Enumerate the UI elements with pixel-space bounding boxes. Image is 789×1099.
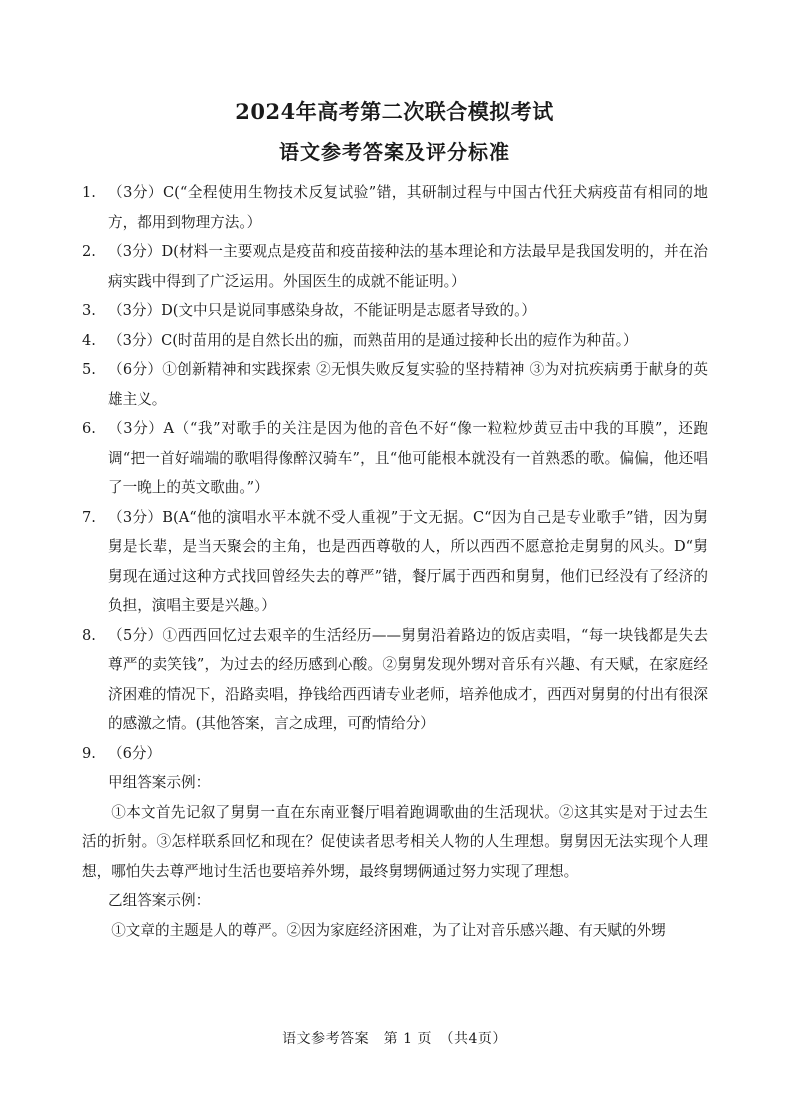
answer-item-7 [82, 503, 708, 621]
answer-list [82, 178, 708, 945]
item-text: （6分）①创新精神和实践探索 ②无惧失败反复实验的坚持精神 ③为对抗疾病勇于献身的英雄主义。 [108, 361, 708, 408]
item-number: 2. [82, 243, 96, 260]
answer-item-9 [82, 739, 708, 769]
item-number: 7. [82, 508, 96, 526]
item-number: 5. [82, 361, 96, 378]
answer-item-4 [82, 326, 708, 356]
answer-item-3 [82, 296, 708, 326]
item-text: （6分） [108, 744, 162, 762]
answer-item-8 [82, 621, 708, 739]
group-a-label: 甲组答案示例： [108, 774, 211, 791]
item-text: （3分）C(时苗用的是自然长出的痂，而熟苗用的是通过接种长出的痘作为种苗。） [108, 331, 638, 349]
item-text: （3分）C(“全程使用生物技术反复试验”错，其研制过程与中国古代狂犬病疫苗有相同的地方，都用到物理方法。） [108, 184, 708, 231]
answer-item-6 [82, 414, 708, 503]
page-footer: 语文参考答案 第 1 页 （共4页） [282, 1031, 507, 1047]
item-text: （3分）B(A“他的演唱水平本就不受人重视”于文无据。C“因为自己是专业歌手”错，因为舅舅是长辈，是当天聚会的主角，也是西西尊敬的人，所以西西不愿意抢走舅舅的风头。D“舅舅现在通过这种方式找回曾经失去的尊严”错，餐厅属于西西和舅舅，他们已经没有了经济的负担，演唱主要是兴趣。） [108, 508, 708, 614]
item-text: （3分）A（“我”对歌手的关注是因为他的音色不好“像一粒粒炒黄豆击中我的耳膜”，还跑调“把一首好端端的歌唱得像醉汉骑车”，且“他可能根本就没有一首熟悉的歌。偏偏，他还唱了一晚上的英文歌曲。”） [108, 420, 708, 496]
answer-item-1 [82, 178, 708, 237]
group-b-answer: ①文章的主题是人的尊严。②因为家庭经济困难，为了让对音乐感兴趣、有天赋的外甥 [111, 921, 666, 939]
item-number: 1. [82, 184, 96, 201]
exam-title: 2024年高考第二次联合模拟考试 [235, 99, 554, 124]
item-text: （5分）①西西回忆过去艰辛的生活经历——舅舅沿着路边的饭店卖唱，“每一块钱都是失去尊严的卖笑钱”，为过去的经历感到心酸。②舅舅发现外甥对音乐有兴趣、有天赋，在家庭经济困难的情况下，沿路卖唱，挣钱给西西请专业老师，培养他成才，西西对舅舅的付出有很深的感激之情。(其他答案，言之成理，可酌情给分） [108, 626, 708, 732]
item-number: 6. [82, 420, 96, 437]
item-number: 8. [82, 626, 96, 644]
item-text: （3分）D(文中只是说同事感染身故，不能证明是志愿者导致的。） [108, 302, 537, 319]
answer-item-5 [82, 355, 708, 414]
exam-subtitle: 语文参考答案及评分标准 [279, 140, 510, 164]
answer-item-2 [82, 237, 708, 296]
group-b-label: 乙组答案示例： [108, 892, 211, 909]
group-a-answer: ①本文首先记叙了舅舅一直在东南亚餐厅唱着跑调歌曲的生活现状。②这其实是对于过去生活的折射。③怎样联系回忆和现在？促使读者思考相关人物的人生理想。舅舅因无法实现个人理想，哪怕失去尊严地讨生活也要培养外甥，最终舅甥俩通过努力实现了理想。 [82, 803, 708, 880]
item-number: 4. [82, 331, 96, 349]
item-number: 3. [82, 302, 96, 319]
item-text: （3分）D(材料一主要观点是疫苗和疫苗接种法的基本理论和方法最早是我国发明的，并在治病实践中得到了广泛运用。外国医生的成就不能证明。） [108, 243, 708, 290]
item-number: 9. [82, 744, 96, 762]
